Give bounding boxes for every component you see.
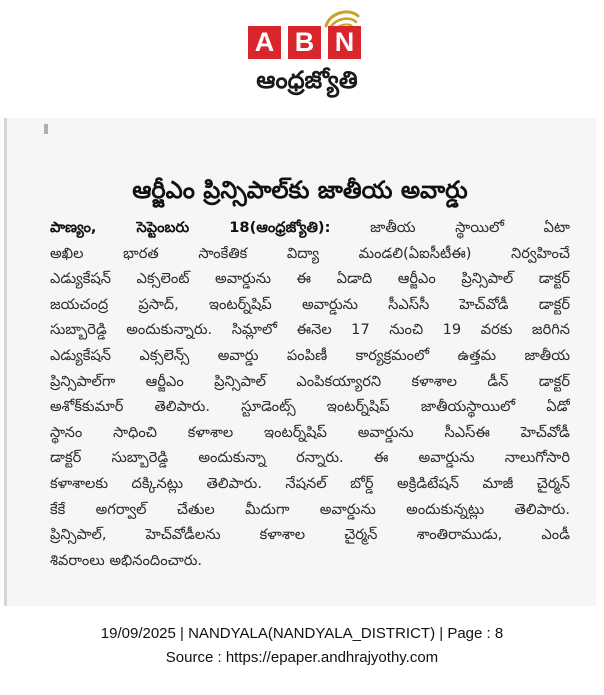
footer-info: 19/09/2025 | NANDYALA(NANDYALA_DISTRICT) | Page : 8	[100, 625, 504, 642]
article-line: ఎడ్యుకేషన్ ఎక్సలెంట్ అవార్డును ఈ ఏడాది ఆర్జీఎం ప్రిన్సిపాల్ డాక్టర్	[50, 270, 570, 288]
logo-letter-b: B	[288, 26, 321, 59]
article-dateline: పాణ్యం, సెప్టెంబరు 18(ఆంధ్రజ్యోతి):	[50, 219, 331, 236]
article-line: కళాశాలకు దక్కినట్లు తెలిపారు. నేషనల్ బోర్డ్ అక్రిడిటేషన్ మాజీ చైర్మన్	[50, 474, 570, 492]
article-line: డాక్టర్ సుబ్బారెడ్డి అందుకున్నా రన్నారు. ఈ అవార్డును నాలుగోసారి	[50, 449, 570, 467]
article-line: అఖిల భారత సాంకేతిక విద్యా మండలి(ఏఐసీటీఈ) నిర్వహించే	[50, 244, 570, 262]
article-headline: ఆర్జీఎం ప్రిన్సిపాల్‌కు జాతీయ అవార్డు	[132, 176, 468, 204]
article-line: ప్రిన్సిపాల్‌గా ఆర్జీఎం ప్రిన్సిపాల్ ఎంపికయ్యారని కళాశాల డీన్ డాక్టర్	[50, 372, 570, 390]
article-clipping	[4, 118, 596, 606]
article-body	[50, 215, 570, 573]
article-line: స్థానం సాధించి కళాశాల ఇంటర్న్‌షిప్ అవార్డును సీఎస్‌ఈ హెచ్‌వోడీ	[50, 423, 570, 441]
footer	[0, 622, 604, 670]
article-line: కేకే అగర్వాల్ చేతుల మీదుగా అవార్డును అందుకున్నట్లు తెలిపారు.	[50, 500, 570, 518]
article-line: ఎడ్యుకేషన్ ఎక్సలెన్స్ అవార్డు పంపిణీ కార్యక్రమంలో ఉత్తమ జాతీయ	[50, 346, 570, 364]
article-line-last: శివరాంలు అభినందించారు.	[50, 551, 203, 569]
logo-letter-n: N	[328, 26, 361, 59]
article-line: అశోక్‌కుమార్ తెలిపారు. స్టూడెంట్స్ ఇంటర్న్‌షిప్ జాతీయస్థాయిలో ఏడో	[50, 398, 570, 416]
clip-mark	[44, 124, 48, 134]
logo-letter-a: A	[248, 26, 281, 59]
article-line: జయచంద్ర ప్రసాద్, ఇంటర్న్‌షిప్ అవార్డును సీఎస్‌సీ హెచ్‌వోడీ డాక్టర్	[50, 295, 570, 313]
logo-subtitle: ఆంధ్రజ్యోతి	[256, 66, 358, 94]
footer-source: Source : https://epaper.andhrajyothy.com	[165, 649, 439, 666]
article-line: ప్రిన్సిపాల్, హెచ్‌వోడీలను కళాశాల చైర్మన్ శాంతిరాముడు, ఎండీ	[50, 526, 570, 544]
article-line-first: పాణ్యం, సెప్టెంబరు 18(ఆంధ్రజ్యోతి): జాతీయ స్థాయిలో ఏటా	[50, 219, 570, 236]
abn-logo	[248, 26, 361, 59]
article-line: సుబ్బారెడ్డి అందుకున్నారు. సిమ్లాలో ఈనెల 17 నుంచి 19 వరకు జరిగిన	[50, 321, 570, 339]
masthead	[0, 0, 604, 110]
